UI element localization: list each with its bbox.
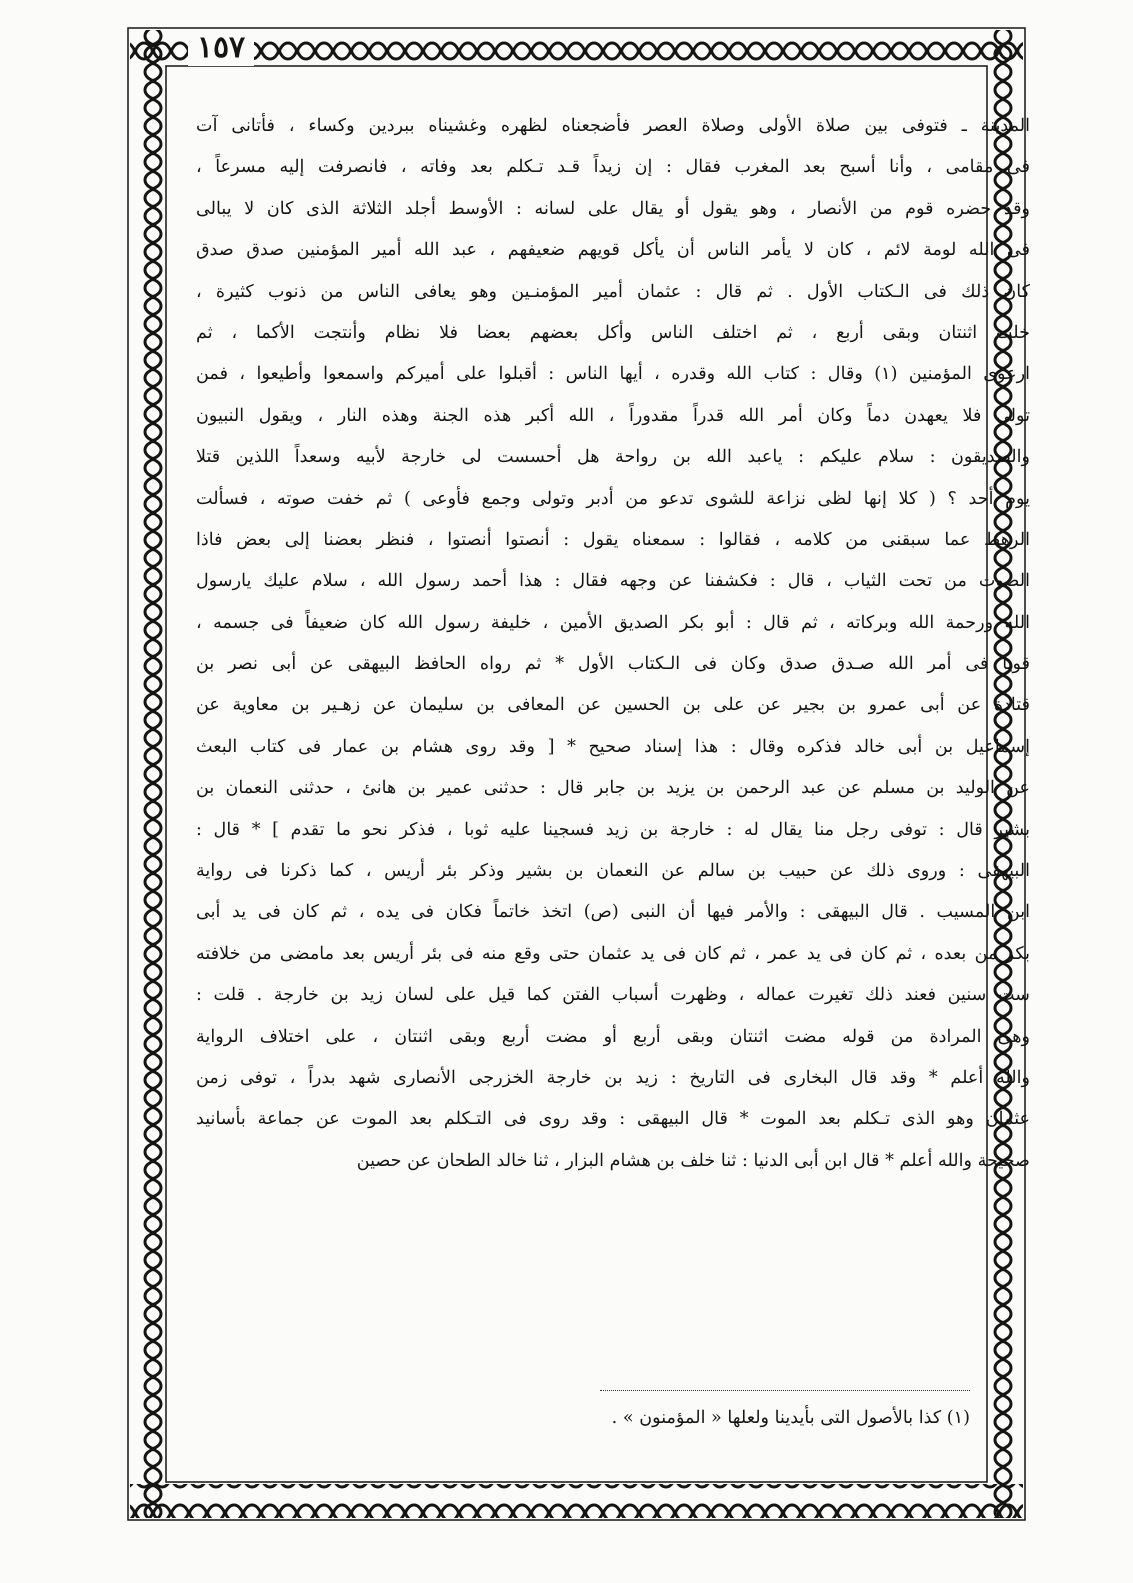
text-line: الله ورحمة الله وبركاته ، ثم قال : أبو بكر الصديق الأمين ، خليفة رسول الله كان ضعيفاً فى جسمه ، <box>196 612 1030 633</box>
text-line: صحيحة والله أعلم * قال ابن أبى الدنيا : ثنا خلف بن هشام البزار ، ثنا خالد الطحان عن حصين <box>356 1150 1030 1171</box>
text-line: والله أعلم * وقد قال البخارى فى التاريخ : زيد بن خارجة الخزرجى الأنصارى شهد بدراً ، توفى زمن <box>196 1067 1030 1088</box>
body-text <box>196 106 1030 1182</box>
text-line: تولى فلا يعهدن دماً وكان أمر الله قدراً مقدوراً ، الله أكبر هذه الجنة وهذه النار ، ويقول النبيون <box>196 405 1030 426</box>
text-line: ابن المسيب . قال البيهقى : والأمر فيها أن النبى (ص) اتخذ خاتماً فكان فى يده ، ثم كان فى يد أبى <box>196 902 1030 923</box>
text-line: قويا فى أمر الله صـدق صدق وكان فى الـكتاب الأول * ثم رواه الحافظ البيهقى عن أبى نصر بن <box>196 654 1030 675</box>
text-line: ارعوى المؤمنين (١) وقال : كتاب الله وقدره ، أيها الناس : أقبلوا على أميركم واسمعوا وأطيعوا ، فمن <box>196 364 1030 385</box>
text-line: الصوت من تحت الثياب ، قال : فكشفنا عن وجهه فقال : هذا أحمد رسول الله ، سلام عليك يارسول <box>196 571 1030 592</box>
text-line: الرهط عما سبقنى من كلامه ، فقالوا : سمعناه يقول : أنصتوا أنصتوا ، فنظر بعضنا إلى بعض فاذا <box>196 529 1030 550</box>
footnote-separator <box>600 1390 970 1391</box>
page-number: ١٥٧ <box>188 30 254 66</box>
text-line: فى مقامى ، وأنا أسبح بعد المغرب فقال : إن زيداً قـد تـكلم بعد وفاته ، فانصرفت إليه مسرعاً ، <box>196 157 1030 178</box>
text-line: والصديقون : سلام عليكم : ياعبد الله بن رواحة هل أحسست لى خارجة لأبيه وسعداً اللذين قتلا <box>196 447 1030 468</box>
footnote: (١) كذا بالأصول التى بأيدينا ولعلها « المؤمنون » . <box>611 1408 970 1428</box>
text-line: فى الله لومة لائم ، كان لا يأمر الناس أن يأكل قويهم ضعيفهم ، عبد الله أمير المؤمنين صدق صدق <box>196 240 1030 261</box>
text-line: خلت اثنتان وبقى أربع ، ثم اختلف الناس وأكل بعضهم بعضا فلا نظام وأنتجت الأكما ، ثم <box>196 322 1030 343</box>
text-line: وهى المرادة من قوله مضت اثنتان وبقى أربع أو مضت أربع وبقى اثنتان ، على اختلاف الرواية <box>196 1026 1030 1047</box>
text-line: المدينة ـ فتوفى بين صلاة الأولى وصلاة العصر فأضجعناه لظهره وغشيناه ببردين وكساء ، فأتانى آت <box>196 116 1030 136</box>
text-line: بكر من بعده ، ثم كان فى يد عمر ، ثم كان فى يد عثمان حتى وقع منه فى بئر أريس بعد مامضى من خلافته <box>196 943 1030 964</box>
text-line: وقد حضره قوم من الأنصار ، وهو يقول أو يقال على لسانه : الأوسط أجلد الثلاثة الذى كان لا يبالى <box>196 198 1030 219</box>
text-line: عن الوليد بن مسلم عن عبد الرحمن بن يزيد بن جابر قال : حدثنى عمير بن هانئ ، حدثنى النعمان بن <box>196 778 1030 799</box>
text-line: قتادة عن أبى عمرو بن بجير عن على بن الحسين عن المعافى بن سليمان عن زهـير بن معاوية عن <box>196 695 1030 716</box>
text-line: يوم أحد ؟ ( كلا إنها لظى نزاعة للشوى تدعو من أدبر وتولى وجمع فأوعى ) ثم خفت صوته ، فسألت <box>196 488 1030 509</box>
text-line: ست سنين فعند ذلك تغيرت عماله ، وظهرت أسباب الفتن كما قيل على لسان زيد بن خارجة . قلت : <box>196 985 1030 1006</box>
text-line: عثمان وهو الذى تـكلم بعد الموت * قال البيهقى : وقد روى فى التـكلم بعد الموت عن جماعة بأسانيد <box>196 1109 1030 1130</box>
text-line: إسماعيل بن أبى خالد فذكره وقال : هذا إسناد صحيح * [ وقد روى هشام بن عمار فى كتاب البعث <box>196 736 1030 757</box>
text-line: كان ذلك فى الـكتاب الأول . ثم قال : عثمان أمير المؤمنـين وهو يعافى الناس من ذنوب كثيرة ، <box>196 281 1030 302</box>
text-line: بشير قال : توفى رجل منا يقال له : خارجة بن زيد فسجينا عليه ثوبا ، فذكر نحو ما تقدم ] * قال : <box>196 819 1030 840</box>
text-line: البيهقى : وروى ذلك عن حبيب بن سالم عن النعمان بن بشير وذكر بئر أريس ، كما ذكرنا فى رواية <box>196 861 1030 882</box>
